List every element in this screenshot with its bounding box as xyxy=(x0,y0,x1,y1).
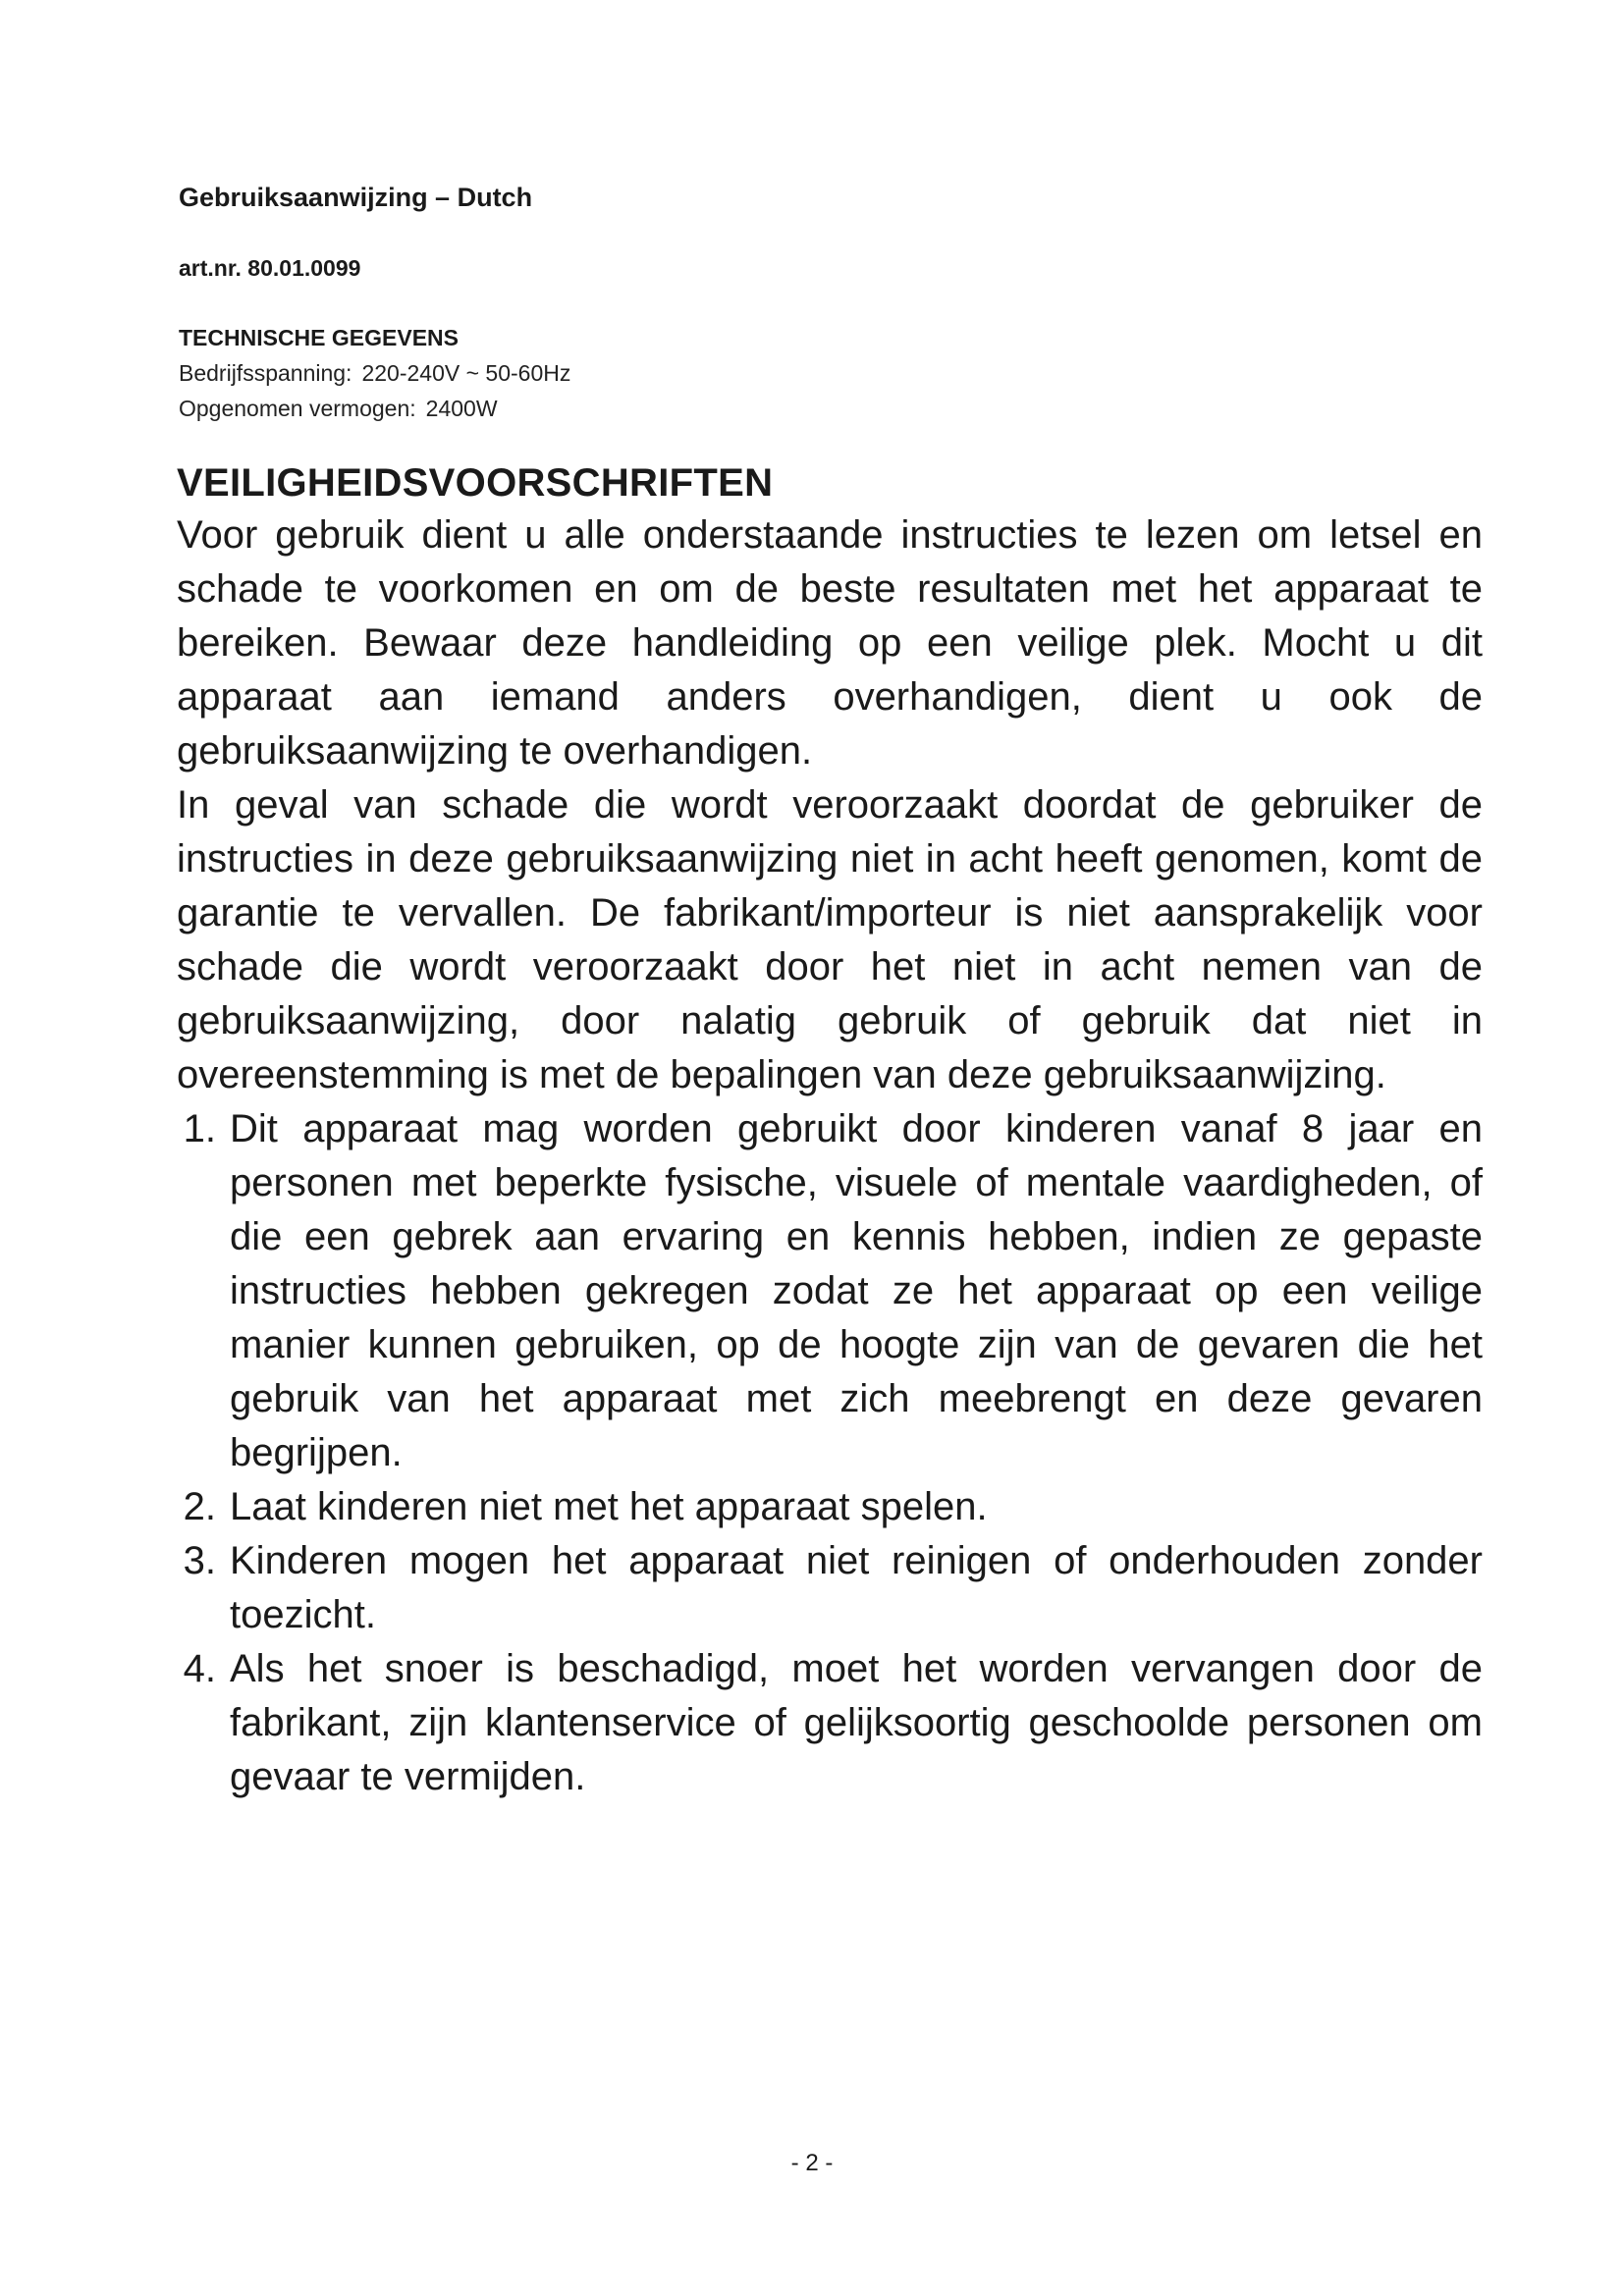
safety-list xyxy=(177,1102,1483,1804)
spec-row-power xyxy=(179,391,570,426)
spec-row-voltage xyxy=(179,355,570,391)
technical-specs xyxy=(179,320,570,426)
document-title: Gebruiksaanwijzing – Dutch xyxy=(179,183,533,212)
list-number: 3. xyxy=(183,1539,216,1582)
list-item xyxy=(177,1480,1483,1534)
warranty-paragraph: In geval van schade die wordt veroorzaakt doordat de gebruiker de instructies in deze gebruiksaanwijzing niet in acht heeft genomen, komt de garantie te vervallen. De fabrikant/importeur is niet aansprakelijk voor schade die wordt veroorzaakt door het niet in acht nemen van de gebruiksaanwijzing, door nalatig gebruik of gebruik dat niet in overeenstemming is met de bepalingen van deze gebruiksaanwijzing. xyxy=(177,783,1483,1096)
specs-heading: TECHNISCHE GEGEVENS xyxy=(179,325,459,350)
intro-paragraph: Voor gebruik dient u alle onderstaande instructies te lezen om letsel en schade te voorkomen en om de beste resultaten met het apparaat te bereiken. Bewaar deze handleiding op een veilige plek. Mocht u dit apparaat aan iemand anders overhandigen, dient u ook de gebruiksaanwijzing te overhandigen. xyxy=(177,513,1483,773)
article-number: art.nr. 80.01.0099 xyxy=(179,255,361,281)
spec-value: 2400W xyxy=(425,396,498,421)
list-item xyxy=(177,1534,1483,1642)
page-number: - 2 - xyxy=(790,2150,834,2176)
list-number: 4. xyxy=(183,1647,216,1690)
list-item xyxy=(177,1642,1483,1804)
section-heading: VEILIGHEIDSVOORSCHRIFTEN xyxy=(177,461,774,505)
list-number: 2. xyxy=(183,1485,216,1528)
spec-label: Opgenomen vermogen: xyxy=(179,396,416,421)
list-number: 1. xyxy=(183,1107,216,1150)
safety-section xyxy=(177,457,1483,1804)
list-text: Kinderen mogen het apparaat niet reinigen of onderhouden zonder toezicht. xyxy=(230,1539,1483,1636)
list-text: Dit apparaat mag worden gebruikt door kinderen vanaf 8 jaar en personen met beperkte fysische, visuele of mentale vaardigheden, of die een gebrek aan ervaring en kennis hebben, indien ze gepaste instructies hebben gekregen zodat ze het apparaat op een veilige manier kunnen gebruiken, op de hoogte zijn van de gevaren die het gebruik van het apparaat met zich meebrengt en deze gevaren begrijpen. xyxy=(230,1107,1483,1474)
list-text: Als het snoer is beschadigd, moet het worden vervangen door de fabrikant, zijn klantenservice of gelijksoortig geschoolde personen om gevaar te vermijden. xyxy=(230,1647,1483,1798)
list-text: Laat kinderen niet met het apparaat spelen. xyxy=(230,1485,988,1528)
list-item xyxy=(177,1102,1483,1480)
spec-label: Bedrijfsspanning: xyxy=(179,360,352,386)
spec-value: 220-240V ~ 50-60Hz xyxy=(361,360,571,386)
